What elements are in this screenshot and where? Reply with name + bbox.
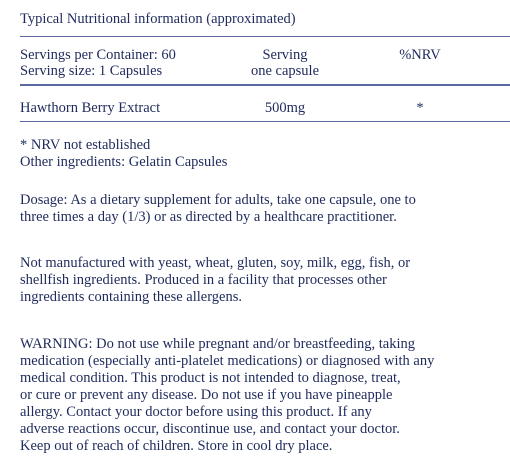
top-rule [20,36,510,37]
allergen-line: ingredients containing these allergens. [20,289,243,305]
allergen-line: shellfish ingredients. Produced in a facility that processes other [20,272,387,288]
other-ingredients: Other ingredients: Gelatin Capsules [20,154,228,170]
notes-block [20,137,490,171]
ingredient-amount: 500mg [264,100,306,116]
header-rule [20,84,510,86]
warning-line: WARNING: Do not use while pregnant and/or breastfeeding, taking [20,336,416,352]
allergen-paragraph [20,255,490,306]
warning-line: or cure or prevent any disease. Do not use if you have pineapple [20,387,393,403]
dosage-line: three times a day (1/3) or as directed by a healthcare practitioner. [20,209,397,225]
warning-line: adverse reactions occur, discontinue use, and contact your doctor. [20,421,400,437]
serving-size: Serving size: 1 Capsules [20,63,163,79]
ingredient-name: Hawthorn Berry Extract [20,100,161,116]
serving-column-subheader: one capsule [250,63,320,79]
servings-per-container: Servings per Container: 60 [20,47,176,63]
nutrition-title: Typical Nutritional information (approximated) [20,11,296,27]
dosage-line: Dosage: As a dietary supplement for adults, take one capsule, one to [20,192,416,208]
warning-line: allergy. Contact your doctor before using this product. If any [20,404,372,420]
table-bottom-rule [20,121,510,122]
serving-column-header: Serving [262,47,308,63]
allergen-line: Not manufactured with yeast, wheat, gluten, soy, milk, egg, fish, or [20,255,411,271]
nrv-column-header: %NRV [399,47,441,63]
warning-line: medical condition. This product is not intended to diagnose, treat, [20,370,401,386]
dosage-paragraph [20,192,490,226]
warning-line: Keep out of reach of children. Store in cool dry place. [20,438,333,454]
warning-line: medication (especially anti-platelet medications) or diagnosed with any [20,353,435,369]
warning-paragraph [20,336,490,455]
ingredient-nrv: * [416,100,424,116]
nrv-note: * NRV not established [20,137,151,153]
